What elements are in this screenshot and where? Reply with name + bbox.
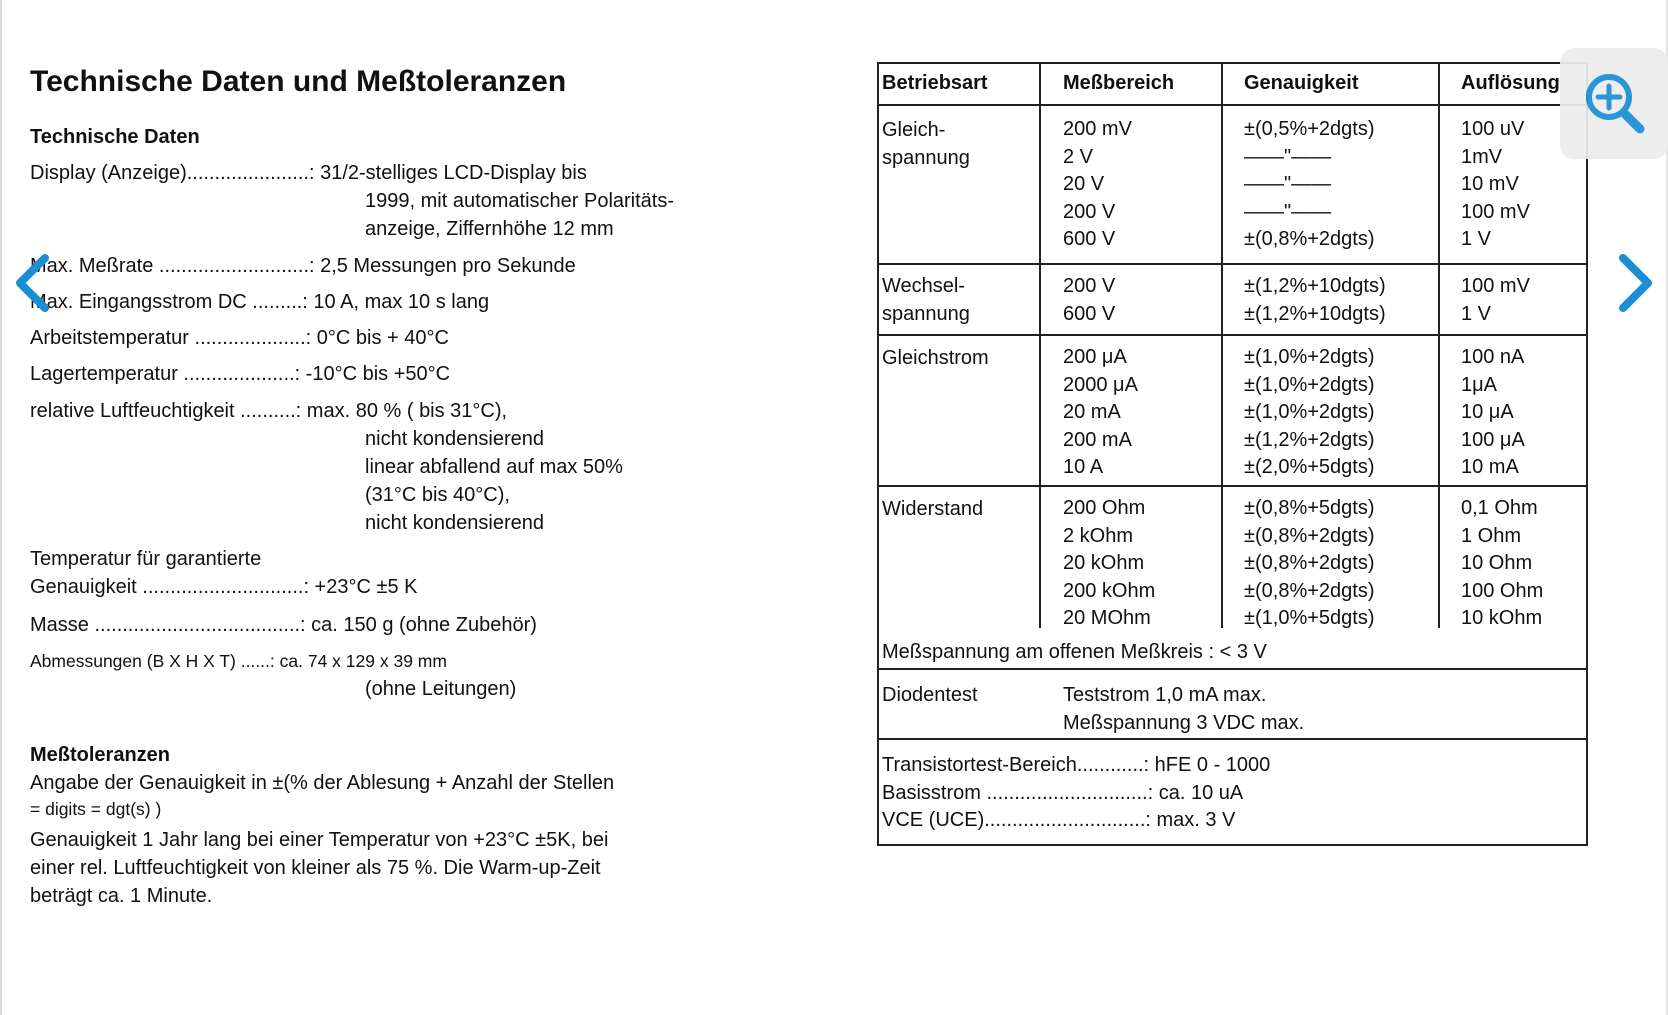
range-value: 2000 μA: [1063, 373, 1138, 396]
resolution-gleichspannung: [1461, 116, 1530, 254]
page-title: Technische Daten und Meßtoleranzen: [30, 65, 567, 98]
accuracy-value: ±(0,8%+2dgts): [1244, 524, 1375, 547]
spec-continuation: (ohne Leitungen): [365, 678, 517, 700]
resolution-value: 100 uV: [1461, 118, 1525, 140]
technische-daten-heading: Technische Daten: [30, 126, 200, 148]
spec-continuation: linear abfallend auf max 50%: [365, 456, 623, 478]
spec-label: Genauigkeit .............................:: [30, 576, 309, 598]
diodentest-line: Meßspannung 3 VDC max.: [1063, 712, 1305, 734]
paragraph-line: beträgt ca. 1 Minute.: [30, 885, 213, 907]
spec-value: 31/2-stelliges LCD-Display bis: [314, 162, 587, 184]
accuracy-gleichspannung: [1244, 116, 1375, 254]
resolution-value: 0,1 Ohm: [1461, 497, 1538, 519]
accuracy-wechselspannung: [1244, 273, 1386, 328]
ranges-wechselspannung: [1063, 273, 1115, 328]
page-border-left: [0, 0, 2, 1015]
messtoleranzen-paragraph: [30, 826, 608, 910]
header-betriebsart: Betriebsart: [882, 72, 988, 94]
accuracy-value: ±(0,8%+2dgts): [1244, 552, 1375, 574]
header-messbereich: Meßbereich: [1063, 72, 1175, 94]
spec-display: [30, 159, 674, 243]
spec-continuation: (31°C bis 40°C),: [365, 484, 510, 506]
resolution-wechselspannung: [1461, 273, 1530, 328]
range-value: 600 V: [1063, 228, 1116, 250]
chevron-right-icon: [1616, 252, 1656, 314]
resolution-gleichstrom: [1461, 344, 1525, 482]
paragraph-line: einer rel. Luftfeuchtigkeit von kleiner als 75 %. Die Warm-up-Zeit: [30, 857, 601, 879]
accuracy-value: ±(1,2%+10dgts): [1244, 302, 1386, 325]
range-value: 600 V: [1063, 302, 1116, 325]
messtoleranzen-line2: = digits = dgt(s) ): [30, 799, 162, 819]
mode-wechselspannung: [882, 273, 970, 328]
accuracy-value: ±(2,0%+5dgts): [1244, 456, 1375, 478]
range-value: 20 mA: [1063, 401, 1121, 423]
accuracy-value: ±(1,0%+2dgts): [1244, 401, 1375, 423]
spec-continuation: nicht kondensierend: [365, 428, 545, 450]
table-rule: [879, 104, 1586, 106]
range-value: 200 V: [1063, 200, 1116, 223]
range-value: 2 V: [1063, 145, 1094, 168]
spec-label: Lagertemperatur ....................:: [30, 363, 301, 385]
table-rule: [1039, 64, 1041, 628]
ranges-widerstand: [1063, 495, 1155, 633]
spec-label: Max. Meßrate ...........................:: [30, 255, 315, 277]
spec-value: +23°C ±5 K: [309, 576, 418, 598]
range-value: 20 kOhm: [1063, 552, 1145, 574]
accuracy-value: ±(1,0%+2dgts): [1244, 346, 1375, 368]
spec-label: relative Luftfeuchtigkeit ..........:: [30, 400, 302, 422]
diodentest-values: [1063, 681, 1304, 737]
spec-label-line1: Temperatur für garantierte: [30, 548, 262, 570]
resolution-value: 100 μA: [1461, 428, 1525, 451]
resolution-widerstand: [1461, 495, 1543, 633]
range-value: 200 V: [1063, 275, 1116, 297]
table-rule: [879, 668, 1586, 670]
table-rule: [1438, 64, 1440, 628]
mode-gleichstrom: [882, 344, 989, 372]
spec-abmessungen: [30, 647, 516, 703]
ranges-gleichspannung: [1063, 116, 1132, 254]
resolution-value: 1 V: [1461, 228, 1492, 250]
transistor-line: Transistortest-Bereich............: hFE 0 - 1000: [882, 754, 1271, 776]
accuracy-value: ±(1,2%+10dgts): [1244, 275, 1386, 297]
resolution-value: 100 mV: [1461, 275, 1530, 297]
transistor-line: VCE (UCE).............................: max. 3 V: [882, 809, 1236, 831]
accuracy-value: ±(0,8%+2dgts): [1244, 579, 1375, 602]
mode-text: Wechsel-: [882, 275, 965, 297]
range-value: 200 mA: [1063, 428, 1132, 451]
transistor-line: Basisstrom .............................: ca. 10 uA: [882, 781, 1244, 804]
zoom-in-icon: [1560, 48, 1668, 159]
previous-page-button[interactable]: [12, 252, 52, 314]
resolution-value: 100 Ohm: [1461, 579, 1544, 602]
range-value: 200 μA: [1063, 346, 1127, 368]
spec-label: Masse .....................................:: [30, 614, 306, 636]
resolution-value: 1 V: [1461, 302, 1492, 325]
paragraph-line: Genauigkeit 1 Jahr lang bei einer Temperatur von +23°C ±5K, bei: [30, 829, 609, 851]
spec-arbeitstemperatur: [30, 324, 449, 352]
range-value: 10 A: [1063, 456, 1104, 478]
resolution-value: 10 kOhm: [1461, 607, 1543, 629]
range-value: 2 kOhm: [1063, 524, 1134, 547]
ditto-mark: ——"——: [1244, 200, 1332, 223]
spec-continuation: anzeige, Ziffernhöhe 12 mm: [365, 218, 614, 240]
accuracy-value: ±(0,8%+2dgts): [1244, 228, 1375, 250]
resolution-value: 100 nA: [1461, 346, 1525, 368]
spec-continuation: nicht kondensierend: [365, 512, 545, 534]
header-aufloesung: Auflösung: [1461, 72, 1560, 94]
accuracy-value: ±(0,5%+2dgts): [1244, 118, 1375, 140]
accuracy-value: ±(0,8%+5dgts): [1244, 497, 1375, 519]
zoom-in-button[interactable]: [1560, 48, 1668, 159]
spec-label: Display (Anzeige)......................:: [30, 162, 315, 184]
ditto-mark: ——"——: [1244, 173, 1332, 195]
ditto-mark: ——"——: [1244, 145, 1332, 168]
spec-value: ca. 150 g (ohne Zubehör): [305, 614, 537, 636]
mode-text: Widerstand: [882, 498, 984, 520]
spec-value: 10 A, max 10 s lang: [307, 291, 490, 313]
table-rule: [879, 263, 1586, 265]
range-value: 20 MOhm: [1063, 607, 1151, 629]
spec-luftfeuchtigkeit: [30, 397, 623, 537]
accuracy-value: ±(1,0%+5dgts): [1244, 607, 1375, 629]
messtoleranzen-line1: Angabe der Genauigkeit in ±(% der Ablesung + Anzahl der Stellen: [30, 772, 615, 794]
resolution-value: 1 Ohm: [1461, 524, 1522, 547]
spec-value: max. 80 % ( bis 31°C),: [301, 400, 508, 422]
range-value: 200 mV: [1063, 118, 1132, 140]
spec-label: Abmessungen (B X H X T) ......:: [30, 651, 275, 671]
resolution-value: 10 mV: [1461, 173, 1519, 195]
accuracy-widerstand: [1244, 495, 1375, 633]
accuracy-value: ±(1,2%+2dgts): [1244, 428, 1375, 451]
spec-continuation: 1999, mit automatischer Polaritäts-: [365, 190, 675, 212]
resolution-value: 10 mA: [1461, 456, 1519, 478]
spec-masse: [30, 611, 537, 639]
resolution-value: 1μA: [1461, 373, 1497, 396]
messtoleranzen-heading: Meßtoleranzen: [30, 744, 171, 766]
header-genauigkeit: Genauigkeit: [1244, 72, 1359, 94]
messspannung-note: Meßspannung am offenen Meßkreis : < 3 V: [882, 641, 1267, 663]
table-rule: [879, 485, 1586, 487]
spec-messrate: [30, 252, 576, 280]
table-rule: [879, 334, 1586, 336]
mode-text: Gleich-: [882, 119, 946, 141]
next-page-button[interactable]: [1616, 252, 1656, 314]
range-value: 200 kOhm: [1063, 579, 1156, 602]
diodentest-line: Teststrom 1,0 mA max.: [1063, 684, 1267, 706]
chevron-left-icon: [12, 252, 52, 314]
spec-value: 2,5 Messungen pro Sekunde: [314, 255, 576, 277]
mode-text: spannung: [882, 302, 970, 325]
spec-label: Arbeitstemperatur ....................:: [30, 327, 312, 349]
accuracy-gleichstrom: [1244, 344, 1375, 482]
specs-table: [877, 62, 1588, 846]
mode-text: spannung: [882, 147, 970, 169]
spec-value: -10°C bis +50°C: [300, 363, 451, 385]
transistor-block: [882, 752, 1270, 835]
spec-eingangsstrom: [30, 288, 489, 316]
mode-text: Gleichstrom: [882, 347, 989, 369]
mode-gleichspannung: [882, 116, 970, 172]
resolution-value: 100 mV: [1461, 200, 1530, 223]
mode-widerstand: [882, 495, 983, 523]
accuracy-value: ±(1,0%+2dgts): [1244, 373, 1375, 396]
spec-value: ca. 74 x 129 x 39 mm: [274, 651, 447, 671]
table-rule: [879, 738, 1586, 740]
spec-temperatur-genauigkeit: [30, 545, 417, 601]
table-rule: [1221, 64, 1223, 628]
spec-lagertemperatur: [30, 360, 450, 388]
spec-label: Max. Eingangsstrom DC .........:: [30, 291, 308, 313]
resolution-value: 10 Ohm: [1461, 552, 1533, 574]
range-value: 20 V: [1063, 173, 1105, 195]
resolution-value: 10 μA: [1461, 401, 1514, 423]
resolution-value: 1mV: [1461, 145, 1503, 168]
spec-value: 0°C bis + 40°C: [311, 327, 449, 349]
diodentest-label: Diodentest: [882, 684, 978, 706]
range-value: 200 Ohm: [1063, 497, 1146, 519]
ranges-gleichstrom: [1063, 344, 1138, 482]
